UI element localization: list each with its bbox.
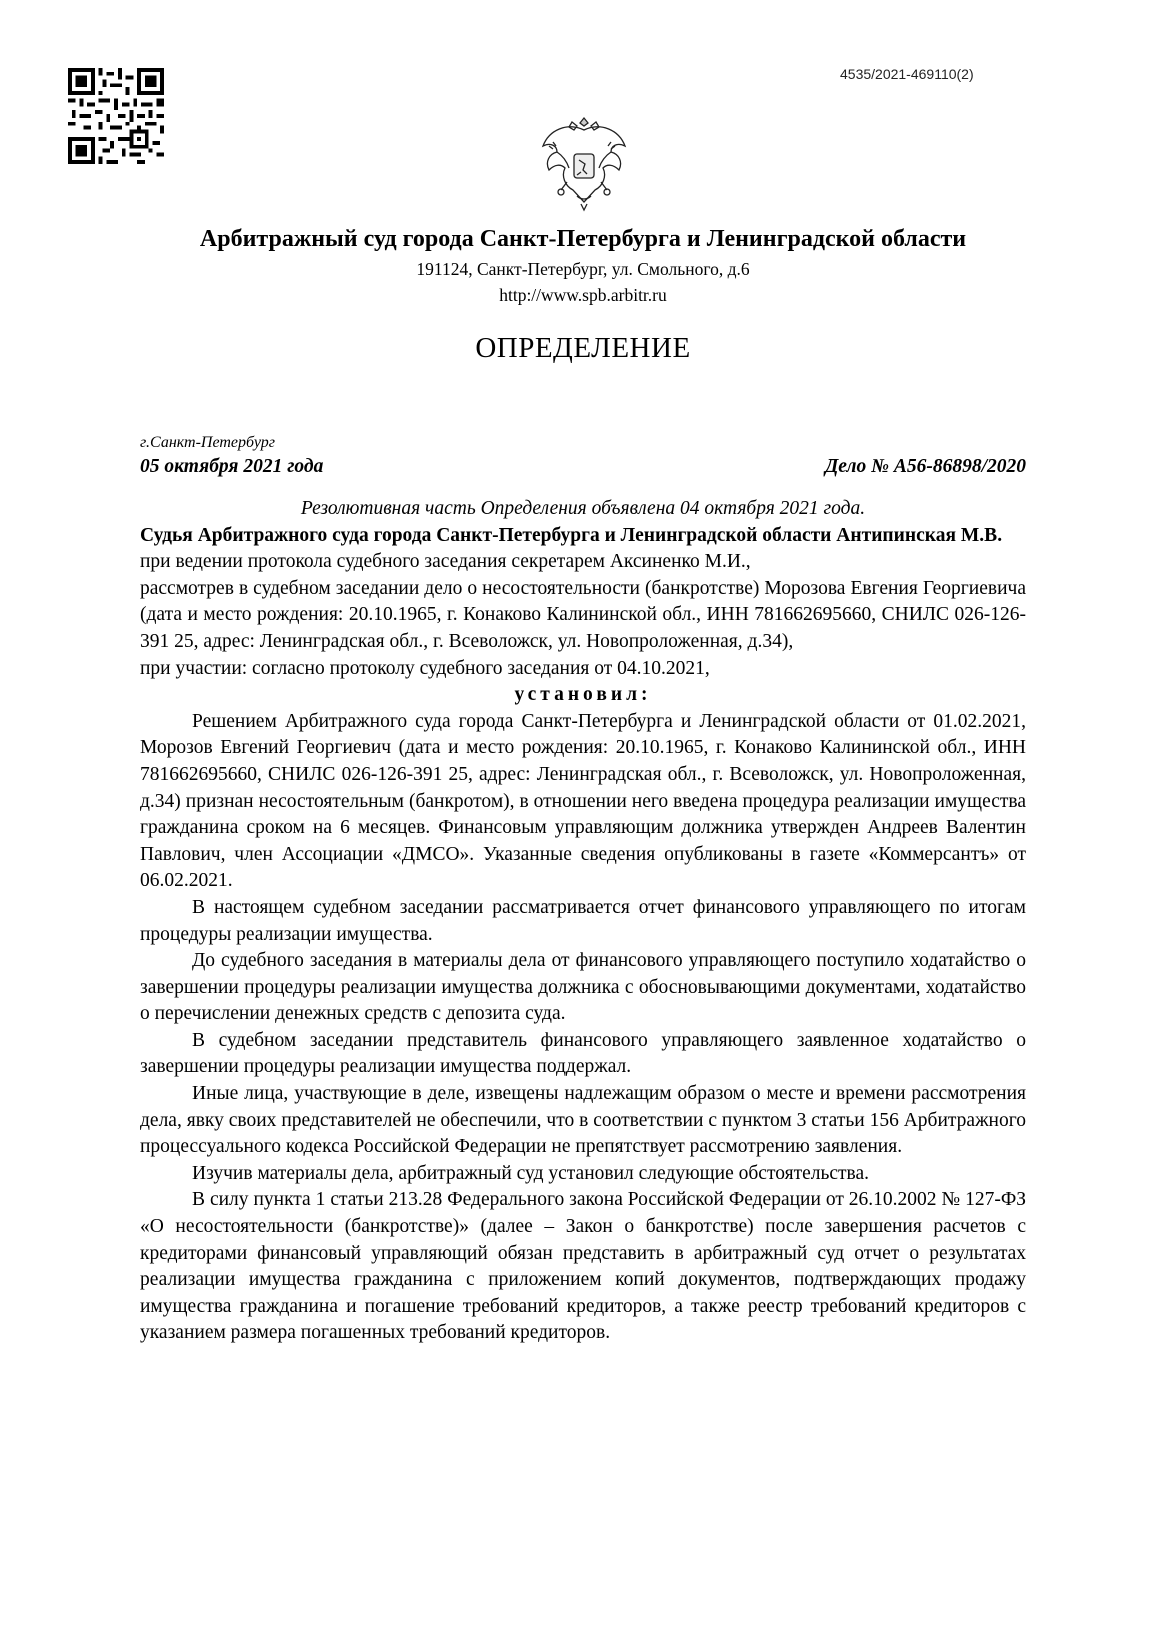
paragraph: В настоящем судебном заседании рассматривается отчет финансового управляющего по итогам процедуры реализации имущества.: [140, 896, 1026, 945]
coat-of-arms-icon: [537, 112, 631, 212]
paragraph: До судебного заседания в материалы дела от финансового управляющего поступило ходатайство о завершении процедуры реализации имущества должника с обосновывающими документами, ходатайство о перечислении денежных средств с депозита суда.: [140, 950, 1026, 1025]
document-date: 05 октября 2021 года: [140, 456, 324, 477]
secretary-line: при ведении протокола судебного заседания секретарем Аксиненко М.И.,: [140, 551, 751, 573]
paragraph: Решением Арбитражного суда города Санкт-Петербурга и Ленинградской области от 01.02.2021, Морозов Евгений Георгиевич (дата и место рождения: 20.10.1965, г. Конаково Калининской обл., ИНН 781662695660, СНИЛС 026-126-391 25, адрес: Ленинградская обл., г. Всеволожск, ул. Новопроложенная, д.34) признан несостоятельным (банкротом), в отношении него введена процедура реализации имущества гражданина сроком на 6 месяцев. Финансовым управляющим должника утвержден Андреев Валентин Павлович, член Ассоциации «ДМСО». Указанные сведения опубликованы в газете «Коммерсантъ» от 06.02.2021.: [140, 710, 1026, 892]
document-title: ОПРЕДЕЛЕНИЕ: [475, 332, 691, 364]
document-registration-number: 4535/2021-469110(2): [840, 66, 974, 82]
paragraph: В судебном заседании представитель финансового управляющего заявленное ходатайство о завершении процедуры реализации имущества поддержал.: [140, 1029, 1026, 1078]
date-case-row: [140, 456, 1026, 486]
city: г.Санкт-Петербург: [140, 434, 275, 451]
established-heading: установил:: [514, 684, 652, 706]
judge-line: Судья Арбитражного суда города Санкт-Петербурга и Ленинградской области Антипинская М.В.: [140, 524, 1003, 546]
resolution-note: Резолютивная часть Определения объявлена 04 октября 2021 года.: [300, 498, 866, 519]
court-address: 191124, Санкт-Петербург, ул. Смольного, д.6: [416, 259, 750, 279]
court-name: Арбитражный суд города Санкт-Петербурга и Ленинградской области: [199, 226, 967, 252]
document-body: [140, 496, 1026, 1347]
paragraph: В силу пункта 1 статьи 213.28 Федерального закона Российской Федерации от 26.10.2002 № 127-ФЗ «О несостоятельности (банкротстве)» (далее – Закон о банкротстве) после завершения расчетов с кредиторами финансовый управляющий обязан представить в арбитражный суд отчет о результатах реализации имущества гражданина с приложением копий документов, подтверждающих продажу имущества гражданина и погашение требований кредиторов, а также реестр требований кредиторов с указанием размера погашенных требований кредиторов.: [140, 1189, 1026, 1344]
case-number: Дело № А56-86898/2020: [824, 456, 1026, 477]
considered-paragraph: рассмотрев в судебном заседании дело о несостоятельности (банкротстве) Морозова Евгения Георгиевича (дата и место рождения: 20.10.1965, г. Конаково Калининской обл., ИНН 781662695660, СНИЛС 026-126-391 25, адрес: Ленинградская обл., г. Всеволожск, ул. Новопроложенная, д.34),: [140, 577, 1026, 652]
paragraph: Изучив материалы дела, арбитражный суд установил следующие обстоятельства.: [192, 1162, 870, 1184]
paragraph: Иные лица, участвующие в деле, извещены надлежащим образом о месте и времени рассмотрения дела, явку своих представителей не обеспечили, что в соответствии с пунктом 3 статьи 156 Арбитражного процессуального кодекса Российской Федерации не препятствует рассмотрению заявления.: [140, 1083, 1026, 1158]
court-address-block: [140, 256, 1026, 308]
participation-line: при участии: согласно протоколу судебного заседания от 04.10.2021,: [140, 657, 710, 679]
court-website: http://www.spb.arbitr.ru: [499, 285, 667, 305]
qr-code-icon: [68, 68, 164, 164]
